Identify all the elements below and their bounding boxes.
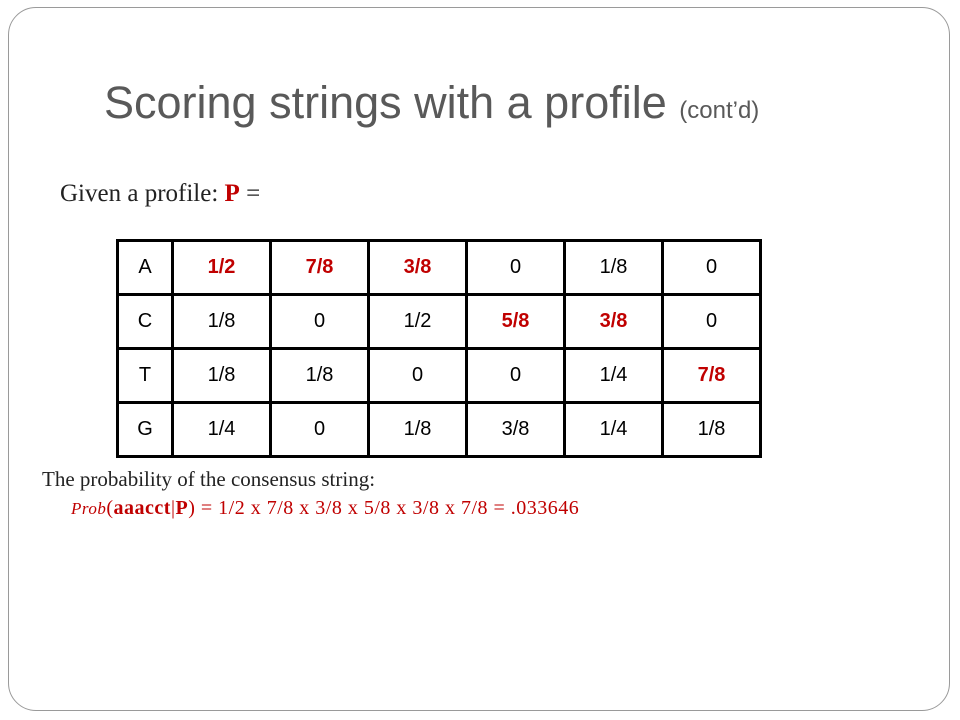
profile-cell: 0	[467, 349, 565, 403]
given-prefix: Given a profile:	[60, 180, 225, 207]
profile-cell: 1/2	[369, 295, 467, 349]
given-var: P	[224, 180, 240, 207]
prob-function: Prob	[71, 499, 107, 518]
profile-cell: 0	[663, 295, 761, 349]
profile-row-label: A	[118, 241, 173, 295]
slide-title-suffix: (cont’d)	[679, 97, 760, 124]
prob-close-paren: )	[188, 497, 196, 519]
profile-row-label: G	[118, 403, 173, 457]
profile-cell: 1/8	[565, 241, 663, 295]
profile-cell: 0	[663, 241, 761, 295]
profile-row-g	[118, 403, 761, 457]
profile-table	[116, 239, 762, 458]
profile-cell: 0	[369, 349, 467, 403]
profile-cell: 1/8	[173, 349, 271, 403]
profile-cell: 0	[467, 241, 565, 295]
prob-open-paren: (	[106, 497, 114, 519]
profile-row-a	[118, 241, 761, 295]
profile-row-c	[118, 295, 761, 349]
profile-cell: 1/2	[173, 241, 271, 295]
profile-cell: 0	[271, 295, 369, 349]
profile-cell: 3/8	[467, 403, 565, 457]
profile-cell: 5/8	[467, 295, 565, 349]
profile-cell: 1/8	[369, 403, 467, 457]
profile-cell: 1/4	[173, 403, 271, 457]
given-suffix: =	[239, 180, 261, 207]
slide-title-main: Scoring strings with a profile	[104, 77, 667, 128]
prob-expression: = 1/2 x 7/8 x 3/8 x 5/8 x 3/8 x 7/8 = .033646	[195, 497, 580, 519]
profile-cell: 7/8	[663, 349, 761, 403]
profile-row-t	[118, 349, 761, 403]
prob-var: P	[175, 497, 189, 519]
prob-consensus-string: aaacct	[113, 497, 171, 519]
probability-equation	[71, 497, 579, 520]
profile-cell: 7/8	[271, 241, 369, 295]
slide-title	[104, 77, 760, 128]
profile-cell: 3/8	[369, 241, 467, 295]
profile-row-label: T	[118, 349, 173, 403]
profile-cell: 3/8	[565, 295, 663, 349]
profile-cell: 0	[271, 403, 369, 457]
profile-cell: 1/8	[173, 295, 271, 349]
prob-bar: |	[170, 497, 176, 519]
profile-cell: 1/8	[271, 349, 369, 403]
profile-cell: 1/4	[565, 349, 663, 403]
profile-cell: 1/8	[663, 403, 761, 457]
profile-cell: 1/4	[565, 403, 663, 457]
probability-heading: The probability of the consensus string:	[42, 467, 376, 491]
given-profile-line	[60, 180, 260, 208]
profile-row-label: C	[118, 295, 173, 349]
